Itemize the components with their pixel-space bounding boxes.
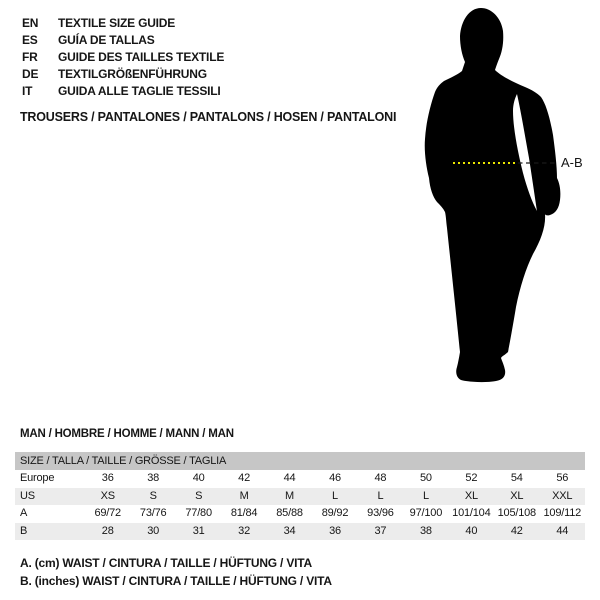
size-cell: 44 — [283, 472, 296, 484]
language-label: GUIDA ALLE TAGLIE TESSILI — [58, 84, 221, 98]
size-cell: 32 — [238, 524, 250, 537]
size-table-header: SIZE / TALLA / TAILLE / GRÖSSE / TAGLIA — [15, 452, 585, 470]
size-cell: 89/92 — [321, 507, 349, 519]
table-row-a-cm — [15, 505, 585, 523]
size-cell: M — [239, 489, 249, 502]
size-cell: 34 — [283, 524, 296, 537]
row-label: Europe — [20, 472, 55, 484]
language-label: GUÍA DE TALLAS — [58, 33, 155, 47]
size-cell: XL — [464, 489, 478, 502]
size-cell: 30 — [147, 524, 160, 537]
language-row-fr — [22, 49, 224, 66]
size-cell: 105/108 — [497, 507, 536, 519]
language-code: IT — [22, 84, 33, 98]
size-cell: 101/104 — [452, 507, 491, 519]
size-cell: 93/96 — [367, 507, 394, 519]
size-cell: 85/88 — [276, 507, 303, 519]
table-row-b-inches — [15, 523, 585, 541]
size-cell: 44 — [556, 524, 569, 537]
language-code: ES — [22, 33, 38, 47]
size-cell: S — [149, 489, 157, 502]
size-cell: 42 — [238, 472, 250, 484]
row-label: B — [20, 524, 28, 537]
size-cell: 52 — [465, 472, 478, 484]
size-cell: 97/100 — [409, 507, 443, 519]
size-cell: 46 — [329, 472, 341, 484]
language-code: FR — [22, 50, 38, 64]
row-label: A — [20, 507, 28, 519]
man-silhouette-figure — [405, 0, 600, 410]
man-silhouette — [425, 8, 561, 382]
size-cell: 38 — [419, 524, 432, 537]
note-a-cm: A. (cm) WAIST / CINTURA / TAILLE / HÜFTUNG / VITA — [20, 556, 312, 570]
size-table — [15, 452, 585, 540]
size-cell: 73/76 — [139, 507, 167, 519]
language-row-en — [22, 15, 224, 32]
language-label: GUIDE DES TAILLES TEXTILE — [58, 50, 225, 64]
measure-label-ab: A-B — [561, 155, 583, 170]
size-cell: XXL — [552, 489, 573, 502]
size-cell: 50 — [419, 472, 432, 484]
language-code: EN — [22, 16, 39, 30]
size-cell: 69/72 — [94, 507, 121, 519]
size-cell: S — [195, 489, 203, 502]
language-label: TEXTILGRÖßENFÜHRUNG — [58, 67, 207, 81]
row-label: US — [20, 489, 35, 502]
measurement-notes — [20, 554, 332, 590]
size-cell: 28 — [101, 524, 114, 537]
size-cell: 36 — [329, 524, 341, 537]
language-row-de — [22, 66, 224, 83]
product-heading: TROUSERS / PANTALONES / PANTALONS / HOSEN / PANTALONI — [20, 110, 397, 124]
size-cell: 36 — [101, 472, 114, 484]
size-cell: XS — [100, 489, 115, 502]
size-cell: M — [285, 489, 295, 502]
size-cell: 37 — [374, 524, 387, 537]
language-label: TEXTILE SIZE GUIDE — [58, 16, 176, 30]
size-cell: L — [332, 489, 338, 502]
size-cell: 38 — [147, 472, 160, 484]
size-cell: 56 — [556, 472, 569, 484]
size-cell: 31 — [192, 524, 205, 537]
size-cell: 77/80 — [185, 507, 212, 519]
size-cell: 54 — [510, 472, 523, 484]
size-cell: 40 — [192, 472, 205, 484]
table-row-europe — [15, 470, 585, 488]
size-cell: XL — [510, 489, 524, 502]
language-code: DE — [22, 67, 39, 81]
language-list — [22, 15, 224, 100]
table-row-us — [15, 488, 585, 506]
language-row-it — [22, 83, 224, 100]
size-cell: 40 — [465, 524, 478, 537]
language-row-es — [22, 32, 224, 49]
size-cell: 48 — [374, 472, 387, 484]
size-cell: 42 — [510, 524, 523, 537]
size-cell: 109/112 — [543, 507, 582, 519]
size-cell: L — [422, 489, 429, 502]
note-b-inches: B. (inches) WAIST / CINTURA / TAILLE / HÜFTUNG / VITA — [20, 574, 332, 588]
size-cell: L — [377, 489, 384, 502]
size-cell: 81/84 — [230, 507, 258, 519]
gender-heading: MAN / HOMBRE / HOMME / MANN / MAN — [20, 428, 234, 440]
